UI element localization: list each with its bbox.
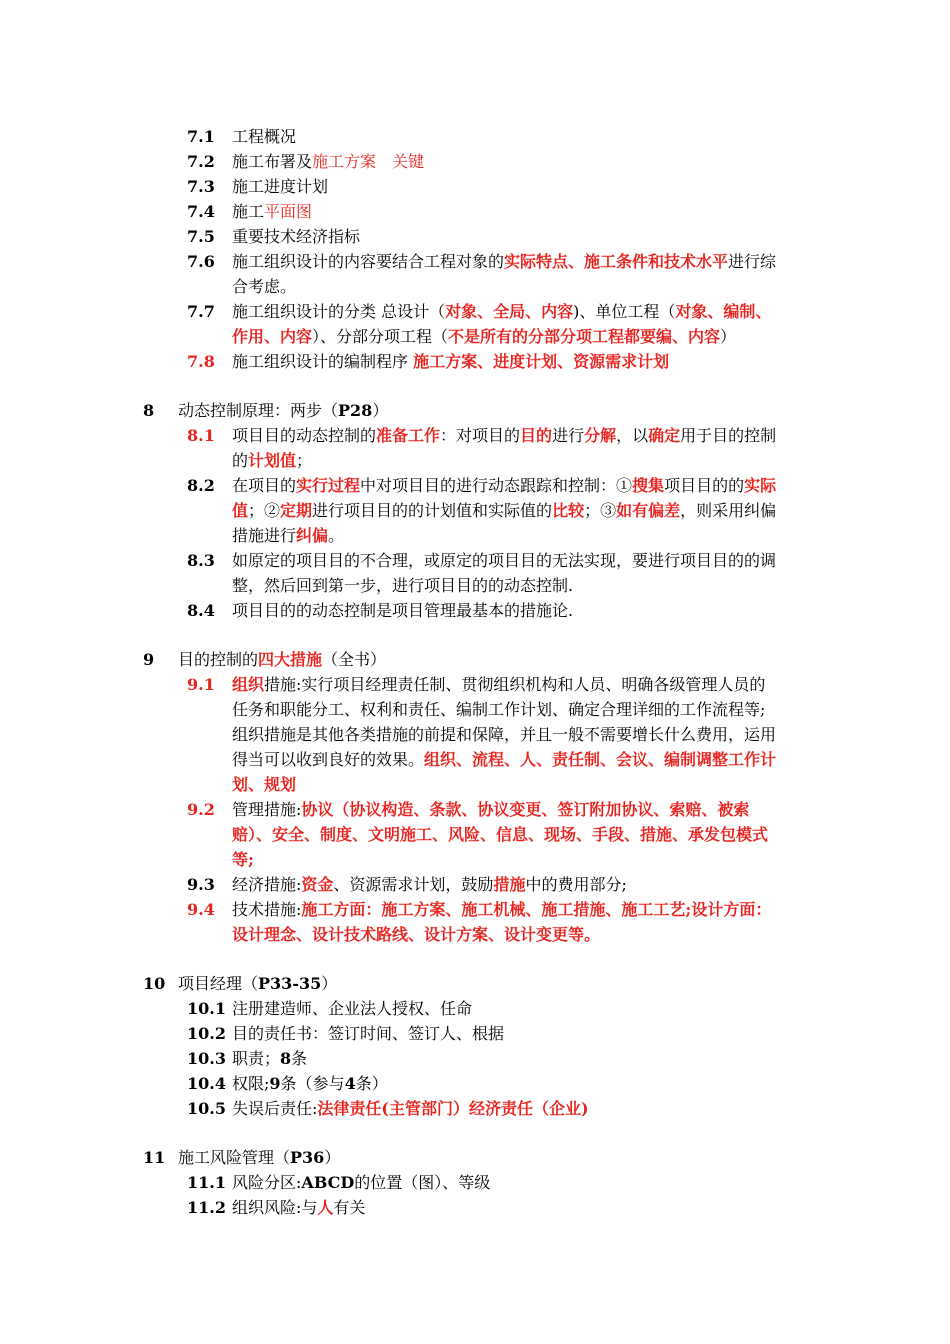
text-segment: ） xyxy=(324,1148,341,1167)
text-segment: 项目经理（ xyxy=(178,974,259,993)
item-text xyxy=(232,1170,490,1195)
text-segment: ； xyxy=(296,451,313,470)
highlighted-text: 平面图 xyxy=(264,202,313,221)
text-segment: 进行项目目的的计划值和实际值的 xyxy=(312,501,553,520)
text-segment: 风险分区: xyxy=(232,1173,302,1192)
item-number: 9.1 xyxy=(187,675,215,694)
text-segment: ）、分部分项工程（ xyxy=(312,327,449,346)
text-segment: （全书） xyxy=(322,650,387,669)
item-number: 11.2 xyxy=(187,1198,226,1217)
highlighted-text: 法律责任(主管部门）经济责任（企业) xyxy=(317,1099,589,1118)
item-text xyxy=(232,573,573,598)
text-segment: 有关 xyxy=(333,1198,366,1217)
outline-item-continuation xyxy=(0,822,950,847)
text-segment: 职责； xyxy=(232,1049,281,1068)
item-text xyxy=(178,398,388,423)
item-text xyxy=(232,797,749,822)
text-segment: 注册建造师、企业法人授权、任命 xyxy=(232,999,473,1018)
item-number: 8 xyxy=(143,401,155,420)
text-segment: 施工 xyxy=(232,202,265,221)
item-text xyxy=(232,922,600,947)
text-segment: 的位置（图）、等级 xyxy=(354,1173,491,1192)
highlighted-text: 设计理念、设计技术路线、设计方案、设计变更等。 xyxy=(232,925,601,944)
item-text xyxy=(232,324,736,349)
item-text xyxy=(232,249,776,274)
outline-item-continuation xyxy=(0,573,950,598)
text-segment: ；② xyxy=(248,501,281,520)
outline-item xyxy=(0,299,950,324)
item-text xyxy=(232,996,472,1021)
outline-item xyxy=(0,174,950,199)
item-text xyxy=(232,747,776,772)
outline-item-continuation xyxy=(0,448,950,473)
item-text xyxy=(232,448,312,473)
outline-item xyxy=(0,797,950,822)
text-segment: 动态控制原理：两步（ xyxy=(178,401,339,420)
item-number: 10.1 xyxy=(187,999,226,1018)
text-segment: 用于目的控制 xyxy=(680,426,777,445)
text-segment: 如原定的项目目的不合理，或原定的项目目的无法实现，要进行项目目的的调 xyxy=(232,551,777,570)
text-segment: 条） xyxy=(355,1074,388,1093)
item-text xyxy=(232,199,312,224)
outline-item-continuation xyxy=(0,747,950,772)
text-segment: 9 xyxy=(269,1074,281,1093)
item-number: 8.3 xyxy=(187,551,215,570)
text-segment: 项目目的动态控制的 xyxy=(232,426,377,445)
highlighted-text: 搜集 xyxy=(632,476,665,495)
outline-item-continuation xyxy=(0,523,950,548)
text-segment: 施工布署及 xyxy=(232,152,313,171)
text-segment: )、单位工程（ xyxy=(573,302,676,321)
item-number: 7.5 xyxy=(187,227,215,246)
item-number: 7.2 xyxy=(187,152,215,171)
text-segment: 管理措施: xyxy=(232,800,302,819)
text-segment: 组织风险:与 xyxy=(232,1198,318,1217)
item-text xyxy=(232,672,765,697)
highlighted-text: 准备工作 xyxy=(376,426,441,445)
text-segment: 技术措施: xyxy=(232,900,302,919)
item-number: 7.6 xyxy=(187,252,215,271)
item-number: 7.3 xyxy=(187,177,215,196)
text-segment: 施工组织设计的内容要结合工程对象的 xyxy=(232,252,505,271)
highlighted-text: 施工方面：施工方案、施工机械、施工措施、施工工艺;设计方面： xyxy=(301,900,772,919)
item-text xyxy=(232,1071,388,1096)
text-segment: 在项目的 xyxy=(232,476,297,495)
text-segment: ；③ xyxy=(584,501,617,520)
item-text xyxy=(232,174,328,199)
item-text xyxy=(232,598,573,623)
item-text xyxy=(232,722,776,747)
text-segment: ，则采用纠偏 xyxy=(680,501,777,520)
item-number: 7.7 xyxy=(187,302,215,321)
highlighted-text: 赔）、安全、制度、文明施工、风险、信息、现场、手段、措施、承发包模式 xyxy=(232,825,769,844)
item-number: 9.4 xyxy=(187,900,215,919)
highlighted-text: 对象、全局、内容 xyxy=(445,302,574,321)
outline-item xyxy=(0,249,950,274)
item-text xyxy=(232,772,296,797)
item-text xyxy=(178,1145,340,1170)
outline-item xyxy=(0,199,950,224)
outline-item xyxy=(0,1170,950,1195)
item-text xyxy=(232,1021,504,1046)
outline-item xyxy=(0,1195,950,1220)
text-segment: 权限; xyxy=(232,1074,270,1093)
highlighted-text: 比较 xyxy=(552,501,585,520)
item-text xyxy=(232,224,360,249)
text-segment: ） xyxy=(372,401,389,420)
item-number: 7.4 xyxy=(187,202,215,221)
item-text xyxy=(232,872,627,897)
highlighted-text: 措施 xyxy=(493,875,526,894)
item-number: 9.3 xyxy=(187,875,215,894)
outline-item xyxy=(0,1021,950,1046)
outline-item xyxy=(0,473,950,498)
item-number: 10.5 xyxy=(187,1099,226,1118)
item-text xyxy=(232,523,344,548)
item-number: 10.2 xyxy=(187,1024,226,1043)
item-text xyxy=(232,149,424,174)
outline-item xyxy=(0,1145,950,1170)
highlighted-text: 协议（协议构造、条款、协议变更、签订附加协议、索赔、被索 xyxy=(301,800,750,819)
outline-item xyxy=(0,647,950,672)
highlighted-text: 对象、编制、 xyxy=(675,302,772,321)
highlighted-text: 组织、流程、人、责任制、会议、编制调整工作计 xyxy=(424,750,777,769)
outline-item-continuation xyxy=(0,922,950,947)
outline-item-continuation xyxy=(0,847,950,872)
text-segment: 项目目的的动态控制是项目管理最基本的措施论. xyxy=(232,601,574,620)
item-text xyxy=(232,473,776,498)
highlighted-text: 确定 xyxy=(648,426,681,445)
highlighted-text: 如有偏差 xyxy=(616,501,681,520)
outline-item xyxy=(0,971,950,996)
highlighted-text: 计划值 xyxy=(248,451,297,470)
text-segment: 措施进行 xyxy=(232,526,297,545)
outline-item xyxy=(0,996,950,1021)
item-text xyxy=(232,423,776,448)
outline-item xyxy=(0,1071,950,1096)
highlighted-text: 作用、内容 xyxy=(232,327,313,346)
outline-item-continuation xyxy=(0,722,950,747)
text-segment: 中的费用部分; xyxy=(525,875,627,894)
item-text xyxy=(232,548,776,573)
highlighted-text: 人 xyxy=(317,1198,334,1217)
item-number: 9 xyxy=(143,650,155,669)
item-text xyxy=(232,1195,365,1220)
item-text xyxy=(232,498,776,523)
text-segment: 条（参与 xyxy=(280,1074,345,1093)
text-segment: 经济措施: xyxy=(232,875,302,894)
highlighted-text: 实际特点、施工条件和技术水平 xyxy=(504,252,729,271)
outline-item xyxy=(0,423,950,448)
text-segment: 施工组织设计的编制程序 xyxy=(232,352,414,371)
outline-item xyxy=(0,149,950,174)
highlighted-text: 不是所有的分部分项工程都要编、内容 xyxy=(448,327,721,346)
highlighted-text: 值 xyxy=(232,501,249,520)
text-segment: 重要技术经济指标 xyxy=(232,227,361,246)
item-text xyxy=(232,349,669,374)
item-text xyxy=(232,299,771,324)
outline-item xyxy=(0,124,950,149)
text-segment: 失误后责任: xyxy=(232,1099,318,1118)
outline-item-continuation xyxy=(0,772,950,797)
text-segment: 施工进度计划 xyxy=(232,177,329,196)
text-segment: 4 xyxy=(344,1074,356,1093)
item-number: 7.1 xyxy=(187,127,215,146)
item-text xyxy=(178,971,337,996)
text-segment: 措施:实行项目经理责任制、贯彻组织机构和人员、明确各级管理人员的 xyxy=(264,675,766,694)
text-segment: 整，然后回到第一步，进行项目目的的动态控制. xyxy=(232,576,574,595)
highlighted-text: 定期 xyxy=(280,501,313,520)
text-segment: 进行 xyxy=(552,426,585,445)
text-segment: 得当可以收到良好的效果。 xyxy=(232,750,425,769)
outline-item-continuation xyxy=(0,274,950,299)
item-text xyxy=(232,697,765,722)
text-segment: P28 xyxy=(338,401,373,420)
text-segment: 施工组织设计的分类 总设计（ xyxy=(232,302,446,321)
text-segment: 组织措施是其他各类措施的前提和保障，并且一般不需要增长什么费用，运用 xyxy=(232,725,777,744)
item-text xyxy=(178,647,386,672)
outline-item xyxy=(0,349,950,374)
item-text xyxy=(232,1096,589,1121)
item-text xyxy=(232,124,296,149)
text-segment: 合考虑。 xyxy=(232,277,297,296)
item-number: 8.4 xyxy=(187,601,215,620)
text-segment: 的 xyxy=(232,451,249,470)
text-segment: 条 xyxy=(291,1049,308,1068)
text-segment: 、资源需求计划，鼓励 xyxy=(333,875,494,894)
outline-item xyxy=(0,1046,950,1071)
highlighted-text: 分解 xyxy=(584,426,617,445)
highlighted-text: 组织 xyxy=(232,675,265,694)
text-segment: P33-35 xyxy=(258,974,322,993)
highlighted-text: 施工方案、进度计划、资源需求计划 xyxy=(413,352,670,371)
item-number: 10.4 xyxy=(187,1074,226,1093)
text-segment: ：对项目的 xyxy=(440,426,521,445)
text-segment: ABCD xyxy=(301,1173,355,1192)
highlighted-text: 实际 xyxy=(744,476,777,495)
item-number: 11 xyxy=(143,1148,166,1167)
highlighted-text: 划、规划 xyxy=(232,775,297,794)
item-text xyxy=(232,897,771,922)
item-text xyxy=(232,274,296,299)
outline-item xyxy=(0,1096,950,1121)
item-number: 10 xyxy=(143,974,166,993)
text-segment: 目的控制的 xyxy=(178,650,259,669)
item-text xyxy=(232,1046,307,1071)
outline-item xyxy=(0,224,950,249)
item-number: 11.1 xyxy=(187,1173,226,1192)
highlighted-text: 资金 xyxy=(301,875,334,894)
text-segment: 。 xyxy=(328,526,345,545)
outline-item xyxy=(0,598,950,623)
item-text xyxy=(232,847,254,872)
text-segment: ） xyxy=(321,974,338,993)
text-segment: 目的责任书：签订时间、签订人、根据 xyxy=(232,1024,505,1043)
highlighted-text: 目的 xyxy=(520,426,553,445)
text-segment: 任务和职能分工、权利和责任、编制工作计划、确定合理详细的工作流程等; xyxy=(232,700,766,719)
highlighted-text: 施工方案 关键 xyxy=(312,152,425,171)
item-number: 7.8 xyxy=(187,352,215,371)
highlighted-text: 四大措施 xyxy=(258,650,323,669)
outline-item xyxy=(0,872,950,897)
text-segment: P36 xyxy=(290,1148,325,1167)
text-segment: 项目目的的 xyxy=(664,476,745,495)
text-segment: 进行综 xyxy=(728,252,777,271)
item-text xyxy=(232,822,768,847)
highlighted-text: 实行过程 xyxy=(296,476,361,495)
text-segment: 工程概况 xyxy=(232,127,297,146)
outline-item xyxy=(0,897,950,922)
outline-item-continuation xyxy=(0,697,950,722)
item-number: 9.2 xyxy=(187,800,215,819)
outline-item xyxy=(0,398,950,423)
outline-item-continuation xyxy=(0,324,950,349)
outline-item-continuation xyxy=(0,498,950,523)
highlighted-text: 纠偏 xyxy=(296,526,329,545)
item-number: 8.1 xyxy=(187,426,215,445)
text-segment: 中对项目目的进行动态跟踪和控制：① xyxy=(360,476,633,495)
outline-item xyxy=(0,672,950,697)
text-segment: ，以 xyxy=(616,426,649,445)
highlighted-text: 等; xyxy=(232,850,254,869)
text-segment: ） xyxy=(720,327,737,346)
outline-item xyxy=(0,548,950,573)
text-segment: 施工风险管理（ xyxy=(178,1148,291,1167)
item-number: 8.2 xyxy=(187,476,215,495)
text-segment: 8 xyxy=(280,1049,292,1068)
item-number: 10.3 xyxy=(187,1049,226,1068)
